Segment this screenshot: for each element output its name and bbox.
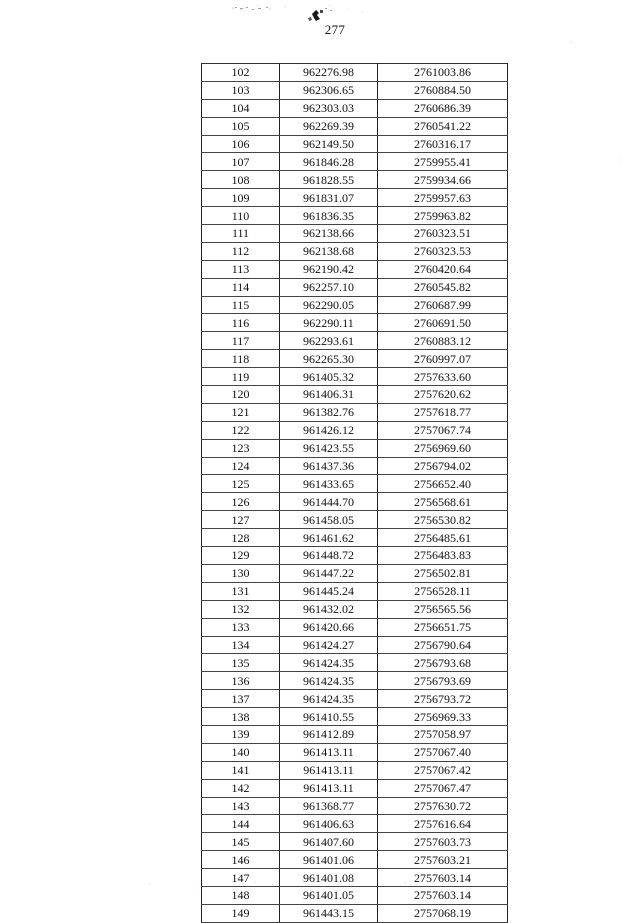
easting-cell: 961424.35 [280,654,378,672]
point-number-cell: 107 [202,153,280,171]
table-row [202,421,508,439]
table-row [202,869,508,887]
point-number-cell: 120 [202,386,280,404]
point-number-cell: 148 [202,886,280,904]
table-row [202,332,508,350]
point-number-cell: 129 [202,547,280,565]
easting-cell: 961412.89 [280,725,378,743]
easting-cell: 961846.28 [280,153,378,171]
northing-cell: 2760545.82 [378,278,508,296]
table-row [202,350,508,368]
table-row [202,779,508,797]
table-row [202,904,508,922]
table-row [202,725,508,743]
northing-cell: 2756485.61 [378,529,508,547]
northing-cell: 2757633.60 [378,368,508,386]
northing-cell: 2757620.62 [378,386,508,404]
point-number-cell: 137 [202,690,280,708]
northing-cell: 2756568.61 [378,493,508,511]
point-number-cell: 136 [202,672,280,690]
easting-cell: 961401.08 [280,869,378,887]
easting-cell: 962306.65 [280,81,378,99]
easting-cell: 962138.66 [280,225,378,243]
easting-cell: 961443.15 [280,904,378,922]
table-row [202,654,508,672]
northing-cell: 2759957.63 [378,189,508,207]
table-row [202,815,508,833]
easting-cell: 961407.60 [280,833,378,851]
easting-cell: 961437.36 [280,457,378,475]
point-number-cell: 134 [202,636,280,654]
point-number-cell: 140 [202,743,280,761]
coordinate-table [201,63,508,923]
easting-cell: 962265.30 [280,350,378,368]
easting-cell: 962293.61 [280,332,378,350]
table-row [202,386,508,404]
northing-cell: 2760686.39 [378,99,508,117]
easting-cell: 961423.55 [280,439,378,457]
northing-cell: 2756790.64 [378,636,508,654]
table-row [202,403,508,421]
page-number: 277 [324,22,346,37]
northing-cell: 2757616.64 [378,815,508,833]
northing-cell: 2760687.99 [378,296,508,314]
table-row [202,225,508,243]
northing-cell: 2760541.22 [378,117,508,135]
point-number-cell: 111 [202,225,280,243]
table-row [202,743,508,761]
point-number-cell: 145 [202,833,280,851]
point-number-cell: 149 [202,904,280,922]
northing-cell: 2757618.77 [378,403,508,421]
table-row [202,690,508,708]
easting-cell: 961424.27 [280,636,378,654]
point-number-cell: 128 [202,529,280,547]
easting-cell: 961426.12 [280,421,378,439]
table-row [202,833,508,851]
table-row [202,547,508,565]
point-number-cell: 114 [202,278,280,296]
point-number-cell: 143 [202,797,280,815]
point-number-cell: 106 [202,135,280,153]
northing-cell: 2761003.86 [378,64,508,82]
northing-cell: 2759955.41 [378,153,508,171]
easting-cell: 961382.76 [280,403,378,421]
point-number-cell: 146 [202,851,280,869]
northing-cell: 2756793.69 [378,672,508,690]
northing-cell: 2760323.51 [378,225,508,243]
northing-cell: 2757058.97 [378,725,508,743]
northing-cell: 2756565.56 [378,600,508,618]
northing-cell: 2760997.07 [378,350,508,368]
table-row [202,851,508,869]
easting-cell: 961420.66 [280,618,378,636]
table-row [202,600,508,618]
northing-cell: 2760323.53 [378,242,508,260]
northing-cell: 2760420.64 [378,260,508,278]
northing-cell: 2756793.68 [378,654,508,672]
point-number-cell: 126 [202,493,280,511]
easting-cell: 962290.05 [280,296,378,314]
table-row [202,64,508,82]
point-number-cell: 124 [202,457,280,475]
northing-cell: 2757603.73 [378,833,508,851]
table-row [202,618,508,636]
easting-cell: 961448.72 [280,547,378,565]
point-number-cell: 117 [202,332,280,350]
northing-cell: 2757603.14 [378,869,508,887]
table-row [202,153,508,171]
table-row [202,99,508,117]
northing-cell: 2756528.11 [378,582,508,600]
northing-cell: 2757603.21 [378,851,508,869]
table-row [202,475,508,493]
table-row [202,493,508,511]
point-number-cell: 115 [202,296,280,314]
table-row [202,296,508,314]
northing-cell: 2757067.42 [378,761,508,779]
northing-cell: 2757067.40 [378,743,508,761]
table-row [202,636,508,654]
northing-cell: 2756502.81 [378,564,508,582]
northing-cell: 2760883.12 [378,332,508,350]
easting-cell: 962149.50 [280,135,378,153]
table-row [202,278,508,296]
easting-cell: 961432.02 [280,600,378,618]
point-number-cell: 127 [202,511,280,529]
table-row [202,314,508,332]
point-number-cell: 147 [202,869,280,887]
easting-cell: 961413.11 [280,779,378,797]
point-number-cell: 110 [202,207,280,225]
easting-cell: 962190.42 [280,260,378,278]
easting-cell: 961401.06 [280,851,378,869]
easting-cell: 961424.35 [280,690,378,708]
easting-cell: 962276.98 [280,64,378,82]
table-row [202,886,508,904]
point-number-cell: 132 [202,600,280,618]
table-row [202,439,508,457]
easting-cell: 961433.65 [280,475,378,493]
northing-cell: 2757630.72 [378,797,508,815]
table-row [202,511,508,529]
northing-cell: 2756969.33 [378,708,508,726]
northing-cell: 2760316.17 [378,135,508,153]
easting-cell: 961406.31 [280,386,378,404]
table-row [202,207,508,225]
easting-cell: 961444.70 [280,493,378,511]
table-row [202,117,508,135]
point-number-cell: 118 [202,350,280,368]
table-row [202,797,508,815]
easting-cell: 961447.22 [280,564,378,582]
northing-cell: 2756652.40 [378,475,508,493]
point-number-cell: 104 [202,99,280,117]
point-number-cell: 130 [202,564,280,582]
table-row [202,457,508,475]
point-number-cell: 139 [202,725,280,743]
easting-cell: 961406.63 [280,815,378,833]
northing-cell: 2757067.47 [378,779,508,797]
easting-cell: 962290.11 [280,314,378,332]
point-number-cell: 116 [202,314,280,332]
point-number-cell: 125 [202,475,280,493]
easting-cell: 961413.11 [280,761,378,779]
table-row [202,708,508,726]
table-row [202,529,508,547]
northing-cell: 2756969.60 [378,439,508,457]
table-row [202,189,508,207]
easting-cell: 961836.35 [280,207,378,225]
northing-cell: 2756793.72 [378,690,508,708]
point-number-cell: 102 [202,64,280,82]
table-row [202,564,508,582]
table-row [202,368,508,386]
point-number-cell: 142 [202,779,280,797]
table-row [202,672,508,690]
northing-cell: 2757603.14 [378,886,508,904]
point-number-cell: 133 [202,618,280,636]
table-row [202,761,508,779]
easting-cell: 962138.68 [280,242,378,260]
table-row [202,135,508,153]
easting-cell: 961413.11 [280,743,378,761]
northing-cell: 2757067.74 [378,421,508,439]
table-row [202,81,508,99]
table-row [202,582,508,600]
point-number-cell: 144 [202,815,280,833]
point-number-cell: 121 [202,403,280,421]
point-number-cell: 103 [202,81,280,99]
northing-cell: 2756794.02 [378,457,508,475]
northing-cell: 2756651.75 [378,618,508,636]
easting-cell: 961458.05 [280,511,378,529]
easting-cell: 961405.32 [280,368,378,386]
table-row [202,260,508,278]
point-number-cell: 131 [202,582,280,600]
easting-cell: 961831.07 [280,189,378,207]
northing-cell: 2760691.50 [378,314,508,332]
point-number-cell: 105 [202,117,280,135]
table-row [202,171,508,189]
northing-cell: 2759963.82 [378,207,508,225]
point-number-cell: 138 [202,708,280,726]
point-number-cell: 109 [202,189,280,207]
northing-cell: 2757068.19 [378,904,508,922]
point-number-cell: 123 [202,439,280,457]
point-number-cell: 135 [202,654,280,672]
easting-cell: 961445.24 [280,582,378,600]
table-row [202,242,508,260]
point-number-cell: 108 [202,171,280,189]
point-number-cell: 122 [202,421,280,439]
easting-cell: 961368.77 [280,797,378,815]
easting-cell: 961461.62 [280,529,378,547]
point-number-cell: 141 [202,761,280,779]
coordinate-table-body [202,64,508,923]
northing-cell: 2760884.50 [378,81,508,99]
easting-cell: 962257.10 [280,278,378,296]
easting-cell: 961410.55 [280,708,378,726]
point-number-cell: 119 [202,368,280,386]
point-number-cell: 113 [202,260,280,278]
northing-cell: 2756530.82 [378,511,508,529]
easting-cell: 961401.05 [280,886,378,904]
easting-cell: 961828.55 [280,171,378,189]
easting-cell: 961424.35 [280,672,378,690]
northing-cell: 2756483.83 [378,547,508,565]
northing-cell: 2759934.66 [378,171,508,189]
easting-cell: 962303.03 [280,99,378,117]
easting-cell: 962269.39 [280,117,378,135]
point-number-cell: 112 [202,242,280,260]
